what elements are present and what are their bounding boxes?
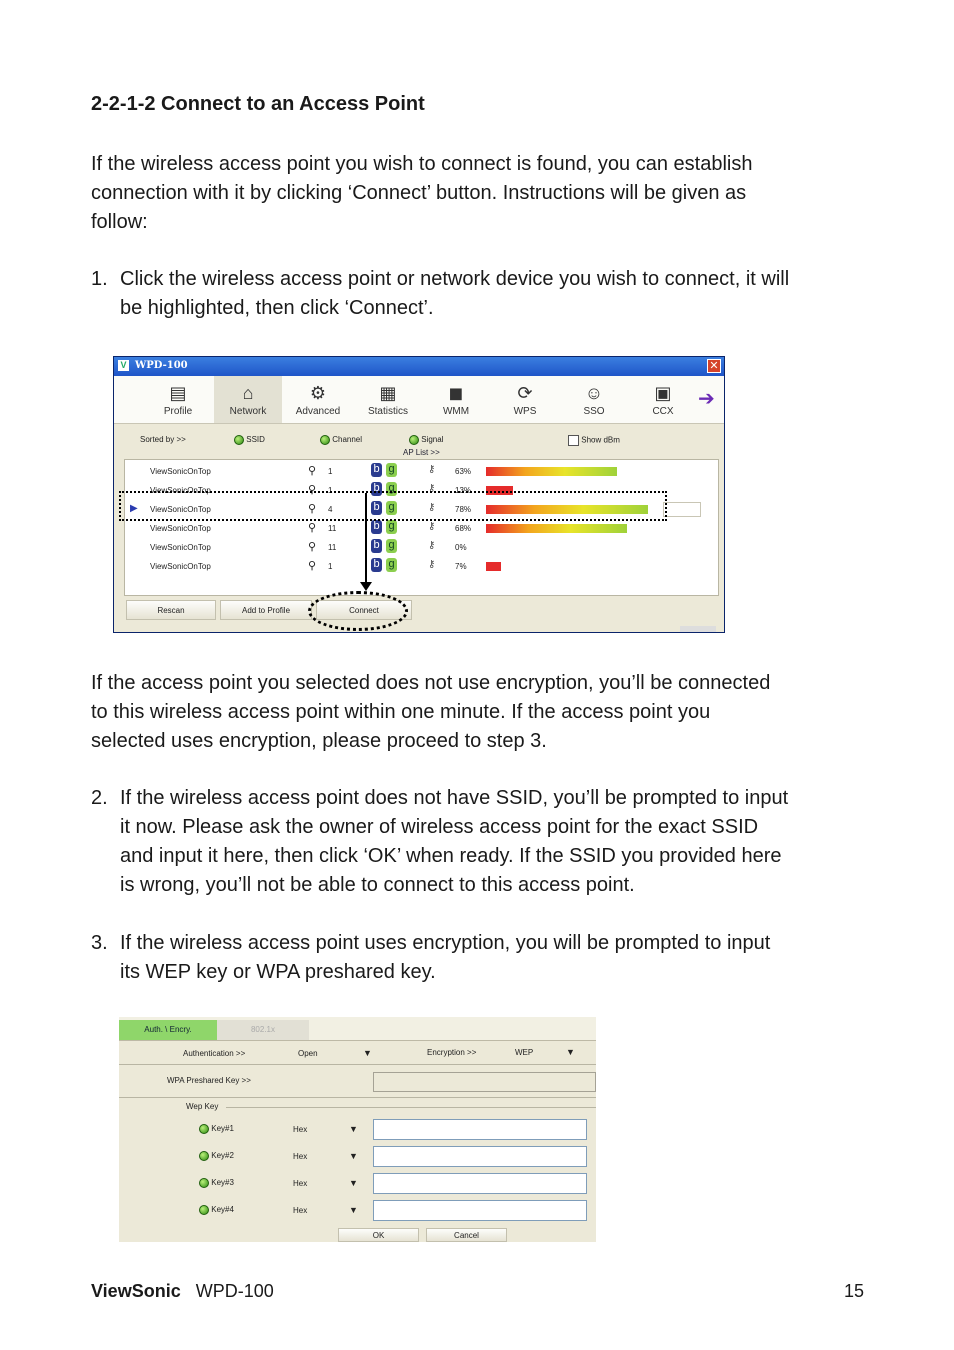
sorted-by-label: Sorted by >> [140, 435, 186, 444]
ccx-icon: ▣ [654, 383, 672, 403]
footer-model: WPD-100 [195, 1281, 274, 1301]
tool-advanced[interactable]: ⚙ Advanced [295, 383, 341, 417]
table-row[interactable]: ViewSonicOnTop ⚲ 1 b g ⚷ 63% [125, 462, 718, 481]
add-to-profile-button[interactable]: Add to Profile [220, 600, 312, 620]
arrow-down-icon [360, 582, 372, 591]
tab-auth-encry[interactable]: Auth. \ Encry. [119, 1020, 217, 1040]
footer [91, 1281, 274, 1302]
table-row[interactable]: ViewSonicOnTop ⚲ 11 b g ⚷ 68% [125, 519, 718, 538]
row-status-box [663, 502, 701, 517]
radio-icon [320, 435, 330, 445]
key1-input[interactable] [373, 1119, 587, 1140]
encryption-label: Encryption >> [427, 1048, 477, 1057]
sort-ssid-option[interactable]: SSID [234, 435, 265, 445]
divider [119, 1064, 596, 1065]
key4-radio[interactable]: Key#4 [199, 1205, 234, 1215]
title-bar [114, 357, 724, 376]
radio-icon [199, 1151, 209, 1161]
table-row[interactable]: ViewSonicOnTop ⚲ 1 b g ⚷ 13% [125, 481, 718, 500]
profile-icon: ▤ [169, 383, 187, 403]
highlight-row-marker [119, 491, 667, 521]
tool-network[interactable]: ⌂ Network [214, 376, 282, 423]
step-2: 2. If the wireless access point does not have SSID, you’ll be prompted to input it now. Please ask the owner of wireless access point for the exact SSID and input it here, then click ‘OK’ when ready. If the SSID you provided here is wrong, you’ll not be able to connect to this access point. [91, 787, 789, 896]
step-3: 3. If the wireless access point uses encryption, you will be prompted to input its WEP key or WPA preshared key. [91, 932, 771, 983]
radio-icon [199, 1205, 209, 1215]
key3-input[interactable] [373, 1173, 587, 1194]
step-1: 1. Click the wireless access point or network device you wish to connect, it will be highlighted, then click ‘Connect’. [91, 268, 790, 319]
ok-button[interactable]: OK [338, 1228, 419, 1242]
authentication-label: Authentication >> [183, 1049, 246, 1058]
sort-channel-option[interactable]: Channel [320, 435, 362, 445]
network-icon: ⌂ [242, 383, 254, 403]
close-button[interactable]: ✕ [707, 359, 721, 373]
key3-radio[interactable]: Key#3 [199, 1178, 234, 1188]
scroll-down-icon[interactable] [680, 626, 716, 632]
lock-icon: ⚷ [428, 483, 436, 494]
radio-icon [199, 1124, 209, 1134]
table-row[interactable]: ViewSonicOnTop ⚲ 1 b g ⚷ 7% [125, 557, 718, 576]
table-row-selected[interactable]: ▶ ViewSonicOnTop ⚲ 4 b g ⚷ 78% [125, 500, 718, 519]
rescan-button[interactable]: Rescan [126, 600, 216, 620]
table-row[interactable]: ViewSonicOnTop ⚲ 11 b g ⚷ 0% [150, 539, 467, 553]
checkbox-icon [568, 435, 579, 446]
chevron-down-icon[interactable]: ▼ [349, 1124, 358, 1134]
mode-g-icon: g [386, 520, 397, 534]
tool-ccx[interactable]: ▣ CCX [652, 383, 674, 417]
signal-bar [486, 467, 617, 476]
sort-bar [114, 427, 724, 457]
connect-button[interactable]: Connect [316, 600, 412, 620]
ap-list [124, 459, 719, 596]
tool-statistics[interactable]: ▦ Statistics [367, 383, 408, 417]
chevron-down-icon[interactable]: ▼ [349, 1178, 358, 1188]
key1-radio[interactable]: Key#1 [199, 1124, 234, 1134]
key4-input[interactable] [373, 1200, 587, 1221]
mode-g-icon: g [386, 482, 397, 496]
ap-list-label: AP List >> [403, 448, 440, 457]
mode-b-icon: b [371, 520, 382, 534]
key2-radio[interactable]: Key#2 [199, 1151, 234, 1161]
mode-b-icon: b [371, 558, 382, 572]
authentication-select[interactable]: Open [298, 1049, 318, 1058]
signal-icon: ⚲ [308, 503, 317, 515]
radio-icon [234, 435, 244, 445]
tool-wmm[interactable]: ◼ WMM [442, 383, 470, 417]
mode-b-icon: b [371, 463, 382, 477]
signal-icon: ⚲ [308, 560, 317, 572]
chevron-down-icon[interactable]: ▼ [349, 1151, 358, 1161]
wps-icon: ⟳ [517, 383, 533, 403]
encryption-select[interactable]: WEP [515, 1048, 534, 1057]
signal-bar [486, 524, 627, 533]
selected-arrow-icon: ▶ [130, 503, 138, 514]
sort-signal-option[interactable]: Signal [409, 435, 443, 445]
page-number: 15 [844, 1281, 865, 1301]
window-title: WPD-100 [135, 360, 188, 371]
mode-g-icon: g [386, 539, 397, 553]
divider [226, 1107, 596, 1108]
signal-icon: ⚲ [308, 465, 317, 477]
wmm-icon: ◼ [448, 383, 464, 403]
lock-icon: ⚷ [428, 540, 436, 551]
tool-sso[interactable]: ☺ SSO [583, 383, 605, 417]
radio-icon [409, 435, 419, 445]
mode-b-icon: b [371, 501, 382, 515]
wpa-preshared-key-input[interactable] [373, 1072, 596, 1092]
sso-icon: ☺ [584, 383, 604, 403]
intro-paragraph: If the wireless access point you wish to connect is found, you can establish connection with it by clicking ‘Connect’ button. Instructions will be given as follow: [91, 153, 753, 233]
cancel-button[interactable]: Cancel [426, 1228, 507, 1242]
signal-bar [486, 562, 501, 571]
mode-g-icon: g [386, 501, 397, 515]
wep-key-label: Wep Key [186, 1102, 219, 1111]
key3-format-select[interactable]: Hex [293, 1179, 308, 1188]
signal-icon: ⚲ [308, 541, 317, 553]
chevron-down-icon[interactable]: ▼ [566, 1047, 575, 1057]
wpa-preshared-key-label: WPA Preshared Key >> [167, 1076, 251, 1085]
lock-icon: ⚷ [428, 464, 436, 475]
key2-input[interactable] [373, 1146, 587, 1167]
key4-format-select[interactable]: Hex [293, 1206, 308, 1215]
statistics-icon: ▦ [379, 383, 397, 403]
lock-icon: ⚷ [428, 559, 436, 570]
tab-bar [119, 1017, 596, 1041]
tab-8021x[interactable]: 802.1x [217, 1020, 309, 1040]
toolbar [114, 376, 724, 424]
mode-g-icon: g [386, 558, 397, 572]
lock-icon: ⚷ [428, 502, 436, 513]
mode-b-icon: b [371, 539, 382, 553]
security-panel [119, 1017, 596, 1242]
show-dbm-checkbox[interactable]: Show dBm [568, 435, 620, 446]
key1-format-select[interactable]: Hex [293, 1125, 308, 1134]
signal-icon: ⚲ [308, 522, 317, 534]
signal-icon: ⚲ [308, 484, 317, 496]
next-arrow-icon[interactable]: ➔ [698, 388, 715, 410]
encryption-note-paragraph: If the access point you selected does not use encryption, you’ll be connected to this wireless access point within one minute. If the access point you selected uses encryption, please proceed to step 3. [91, 672, 771, 752]
advanced-icon: ⚙ [309, 383, 327, 403]
app-icon: V [118, 360, 129, 371]
footer-brand: ViewSonic [91, 1281, 181, 1301]
pointer-line [365, 493, 367, 585]
chevron-down-icon[interactable]: ▼ [363, 1048, 372, 1058]
tool-wps[interactable]: ⟳ WPS [513, 383, 537, 417]
key2-format-select[interactable]: Hex [293, 1152, 308, 1161]
tool-profile[interactable]: ▤ Profile [163, 383, 193, 417]
divider [119, 1097, 596, 1098]
radio-icon [199, 1178, 209, 1188]
mode-b-icon: b [371, 482, 382, 496]
lock-icon: ⚷ [428, 521, 436, 532]
mode-g-icon: g [386, 463, 397, 477]
chevron-down-icon[interactable]: ▼ [349, 1205, 358, 1215]
highlight-connect-marker [308, 591, 408, 631]
section-heading: 2-2-1-2 Connect to an Access Point [91, 93, 425, 115]
